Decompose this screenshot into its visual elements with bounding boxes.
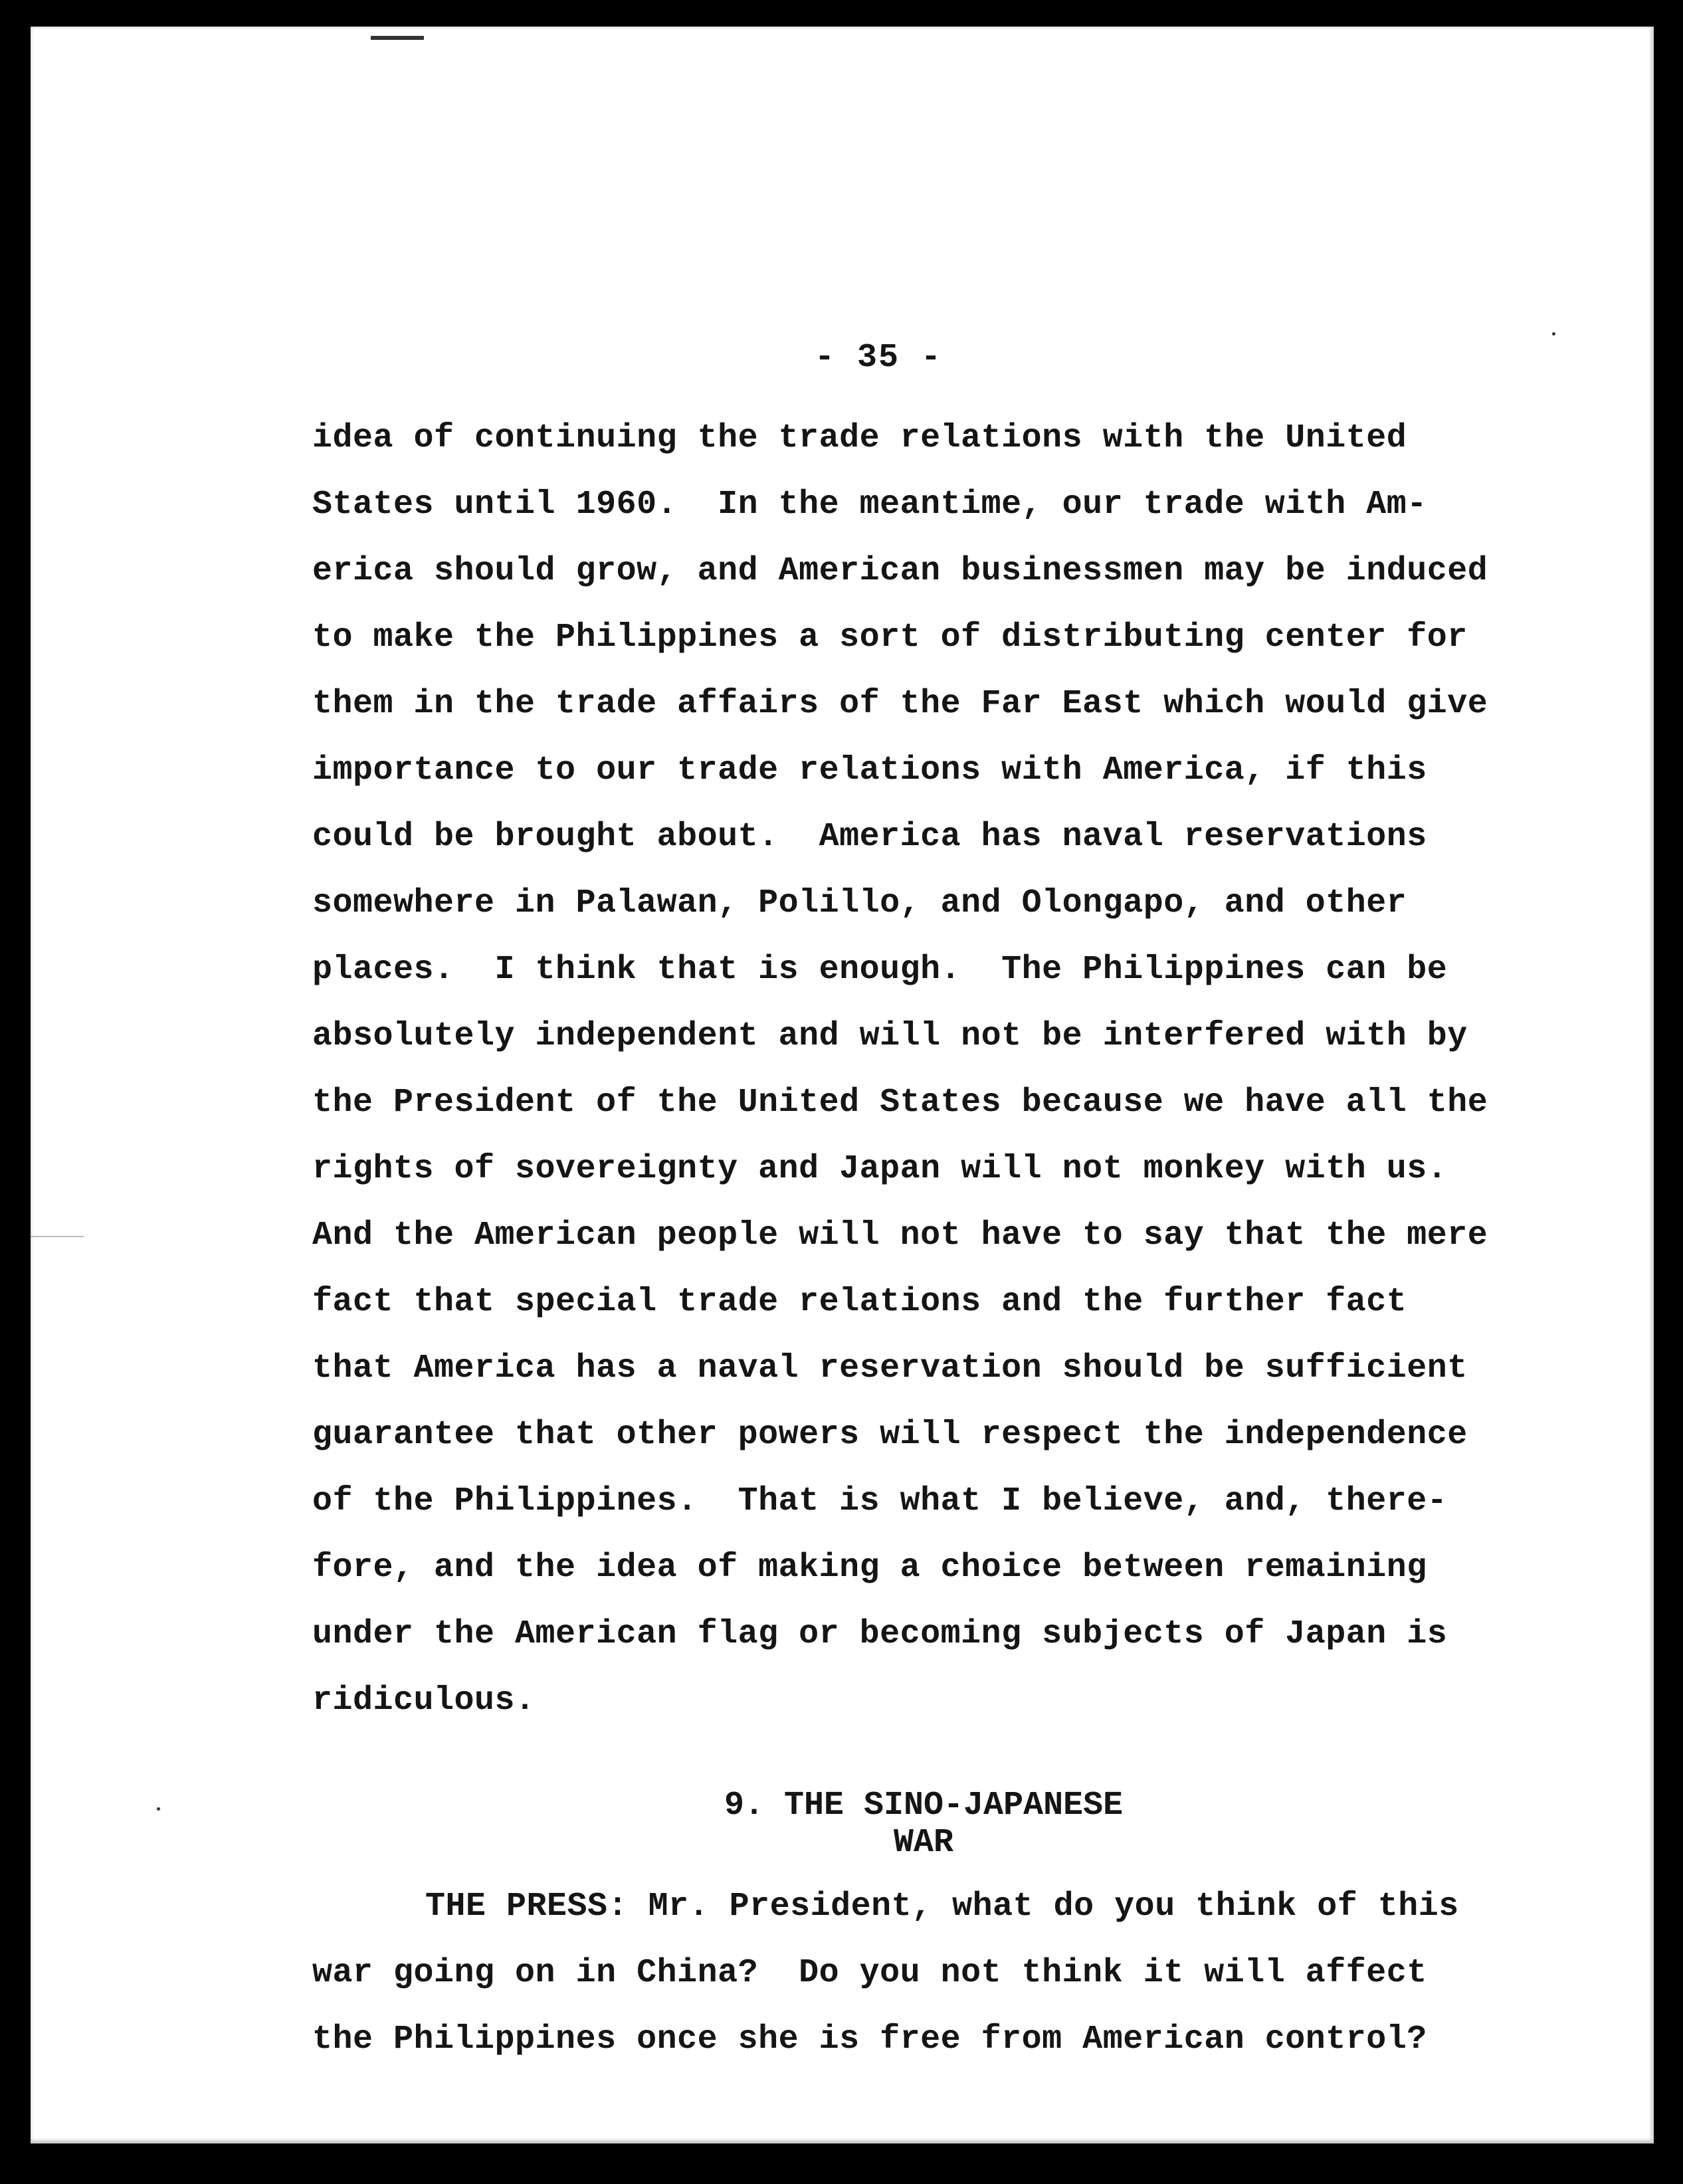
text-line: fore, and the idea of making a choice between remaining xyxy=(312,1549,1427,1587)
body-paragraph xyxy=(312,405,1508,1734)
text-line: States until 1960. In the meantime, our trade with Am- xyxy=(312,486,1427,524)
text-line: fact that special trade relations and the further fact xyxy=(312,1283,1407,1321)
section-heading-line: WAR xyxy=(894,1824,954,1862)
text-line: importance to our trade relations with America, if this xyxy=(312,751,1427,789)
paper-edge xyxy=(1652,27,1654,2141)
press-question xyxy=(312,1874,1508,2073)
text-line: places. I think that is enough. The Philippines can be xyxy=(312,951,1448,989)
text-line: war going on in China? Do you not think it will affect xyxy=(312,1954,1427,1992)
question-text: Mr. President, what do you think of this xyxy=(628,1888,1459,1926)
text-line: the Philippines once she is free from American control? xyxy=(312,2021,1427,2058)
text-line: the President of the United States because we have all the xyxy=(312,1084,1488,1122)
scan-mark xyxy=(31,1236,84,1237)
section-heading-line: 9. THE SINO-JAPANESE xyxy=(724,1787,1124,1825)
text-line: idea of continuing the trade relations with the United xyxy=(312,419,1407,457)
scan-mark xyxy=(1552,332,1555,336)
text-line: rights of sovereignty and Japan will not monkey with us. xyxy=(312,1150,1448,1188)
text-line xyxy=(312,1874,1508,1940)
section-heading xyxy=(724,1787,1123,1862)
text-line: of the Philippines. That is what I believe, and, there- xyxy=(312,1482,1448,1520)
text-line: erica should grow, and American businessmen may be induced xyxy=(312,552,1488,590)
text-line: could be brought about. America has naval reservations xyxy=(312,818,1427,856)
paper-edge xyxy=(31,2141,1654,2143)
scan-mark xyxy=(371,36,424,40)
text-line: to make the Philippines a sort of distributing center for xyxy=(312,619,1468,656)
text-line: absolutely independent and will not be interfered with by xyxy=(312,1017,1468,1055)
text-line: them in the trade affairs of the Far East which would give xyxy=(312,685,1488,723)
speaker-label: THE PRESS: xyxy=(425,1888,629,1926)
page-number: - 35 - xyxy=(815,339,943,377)
text-line: And the American people will not have to say that the mere xyxy=(312,1217,1488,1254)
text-line: under the American flag or becoming subjects of Japan is xyxy=(312,1615,1448,1653)
text-line: that America has a naval reservation should be sufficient xyxy=(312,1349,1468,1387)
text-line: guarantee that other powers will respect the independence xyxy=(312,1416,1468,1454)
text-line: ridiculous. xyxy=(312,1682,536,1720)
text-line: somewhere in Palawan, Polillo, and Olongapo, and other xyxy=(312,884,1407,922)
scan-mark xyxy=(157,1807,160,1811)
